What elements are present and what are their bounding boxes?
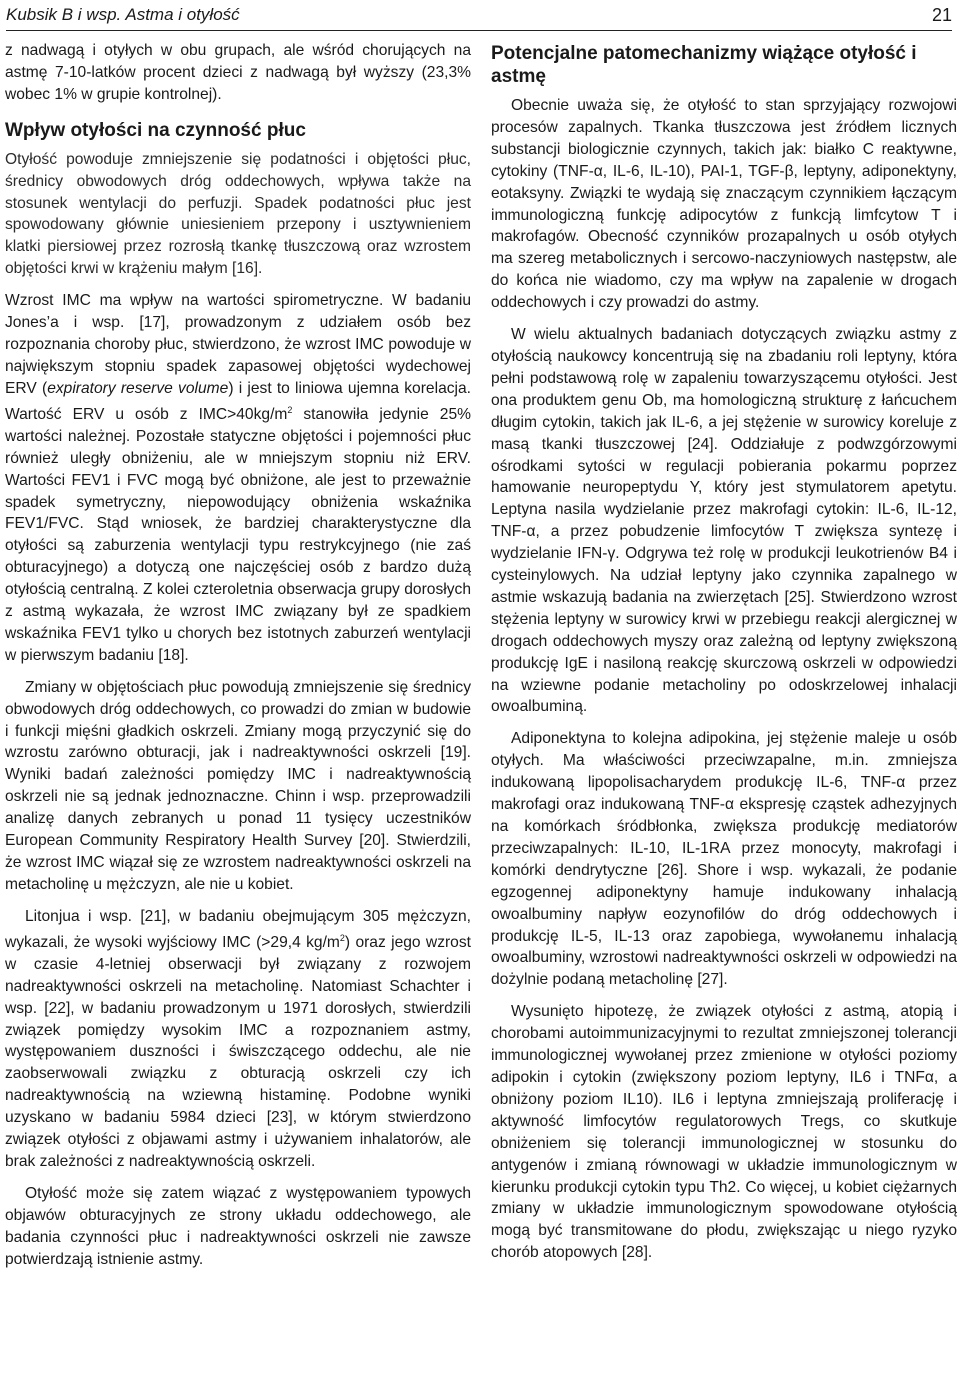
- left-column: [5, 40, 471, 1281]
- right-column: [491, 40, 957, 1274]
- paragraph-lung-5: Otyłość może się zatem wiązać z występowaniem typowych objawów obturacyjnych ze strony układu oddechowego, ale badania czynności płuc i nadreaktywności oskrzeli nie zawsze potwierdzają istnienie astmy.: [5, 1184, 471, 1268]
- paragraph-mech-1: Obecnie uważa się, że otyłość to stan sprzyjający rozwojowi procesów zapalnych. Tkanka tłuszczowa jest źródłem licznych substancji biologicznie czynnych, takich jak: białko C reaktywne, cytokiny (TNF-α, IL-6, IL-10), PAI-1, TGF-β, leptyny, adiponektyny, eotaksyny. Związki te wydają się znaczącym czynnikiem łączącym immunologiczną funkcję adipocytów z funkcją limfcytow T i makrofagów. Obecność czynników prozapalnych u osób otyłych ma szereg metabolicznych i sercowo-naczyniowych następstw, ale do końca nie wiadomo, czy ma wpływ na zapalenie w drogach oddechowych i czy prowadzi do astmy.: [491, 97, 957, 312]
- paragraph-lung-4: Litonjua i wsp. [21], w badaniu obejmującym 305 mężczyzn, wykazali, że wysoki wyjściowy IMC (>29,4 $kg/m^2$) oraz jego wzrost w czasie 4-letniej obserwacji był związany z rozwojem nadreaktywności oskrzeli na metacholinę. Natomiast Schachter i wsp. [22], w badaniu prowadzonym u 1971 dorosłych, stwierdzili związek pomiędzy wysokim IMC a rozpoznaniem astmy, występowaniem duszności i świszczącego oddechu, ale nie zaobserwowali związku z obturacją oskrzeli czy ich nadreaktywnością na wziewną histaminę. Podobne wyniki uzyskano w badaniu 5984 dzieci [23], w którym stwierdzono związek otyłości z objawami astmy i używaniem inhalatorów, ale brak zależności z nadreaktywnością oskrzeli.: [5, 907, 471, 1170]
- paragraph-lung-3: Zmiany w objętościach płuc powodują zmniejszenie się średnicy obwodowych dróg oddechowych, co prowadzi do zmian w budowie i funkcji mięśni gładkich oskrzeli. Zmiany mogą przyczynić się do wzrostu zarówno obturacji, jak i nadreaktywności oskrzeli [19]. Wyniki badań zależności pomiędzy IMC i nadreaktywnością oskrzeli nie są jednak jednoznaczne. Chinn i wsp. przeprowadzili analizę danych zebranych u ponad 11 tysięcy uczestników European Community Respiratory Health Survey [20]. Stwierdzili, że wzrost IMC wiązał się ze wzrostem nadreaktywności oskrzeli na metacholinę u mężczyzn, ale nie u kobiet.: [5, 678, 471, 893]
- running-header: [6, 0, 952, 31]
- paragraph-mech-2: W wielu aktualnych badaniach dotyczących związku astmy z otyłością naukowcy koncentrują się na zbadaniu roli leptyny, która pełni podstawową rolę w zapaleniu towarzyszącemu otyłości. Jest ona produktem genu Ob, ma homologiczną strukturę z łańcuchem długim cytokin, takich jak IL-6, a jej stężenie w surowicy koreluje z masą tkanki tłuszczowej [24]. Oddziałuje z podwzgórzowymi ośrodkami sytości w regulacji pobierania pokarmu poprzez hamowanie neuropeptydu Y, który jest stymulatorem apetytu. Leptyna nasila wydzielanie przez makrofagi cytokin: IL-6, IL-12, TNF-α, a przez pobudzenie limfocytów T zwiększa syntezę i wydzielanie IFN-γ. Odgrywa też rolę w produkcji leukotrienów B4 i cysteinylowych. Na udział leptyny jako czynnika zapalnego w astmie wskazują badania na zwierzętach [25]. Stwierdzono wzrost stężenia leptyny w surowicy krwi w przebiegu reakcji alergicznej w drogach oddechowych myszy oraz zależną od leptyny zwiększoną produkcję IgE i nasiloną reakcję skurczową oskrzeli w odpowiedzi na wziewne podanie metacholiny po odoskrzelowej inhalacji owoalbuminą.: [491, 326, 957, 716]
- paragraph-intro: z nadwagą i otyłych w obu grupach, ale wśród chorujących na astmę 7-10-latków procent dzieci z nadwagą był wyższy (23,3% wobec 1% w grupie kontrolnej).: [5, 42, 471, 103]
- section-heading-mechanisms: Potencjalne patomechanizmy wiążące otyłość i astmę: [491, 43, 917, 87]
- paragraph-mech-3: Adiponektyna to kolejna adipokina, jej stężenie maleje u osób otyłych. Ma właściwości przeciwzapalne, m.in. zmniejsza indukowaną lipopolisacharydem produkcję IL-6, TNF-α przez makrofagi oraz indukowaną TNF-α ekspresję cząstek adhezyjnych na komórkach śródbłonka, zwiększa produkcję mediatorów przeciwzapalnych: IL-10, IL-1RA przez monocyty, makrofagi i komórki dendrytyczne [26]. Shore i wsp. wykazali, że podanie egzogennej adiponektyny hamuje indukowany inhalacją owoalbuminy napływ eozynofilów do dróg oddechowych i produkcję IL-5, IL-13 oraz zapobiega, wywołanemu inhalacją owoalbuminy, wzrostowi nadreaktywności oskrzeli w odpowiedzi na dożylnie podaną metacholinę [27].: [491, 730, 957, 989]
- running-title: Kubsik B i wsp. Astma i otyłość: [6, 5, 240, 24]
- page-number: 21: [931, 4, 952, 25]
- paragraph-mech-4: Wysunięto hipotezę, że związek otyłości z astmą, atopią i chorobami autoimmunizacyjnymi to rezultat zmniejszonej tolerancji immunologicznej wywołanej przez zmienione w otyłości poziomy adipokin i cytokin (zwiększony poziom leptyny, IL6 i TNFα, a obniżony poziom IL10). IL6 i leptyna zmniejszają proliferację i aktywność limfocytów regulatorowych Tregs, co skutkuje obniżeniem się tolerancji immunologicznej w stosunku do antygenów i zmianą równowagi w układzie immunologicznym w kierunku produkcji cytokin typu Th2. Co więcej, u kobiet ciężarnych zmiany w układzie immunologicznym spowodowane otyłością mogą być transmitowane do płodu, zwiększając u niego ryzyko chorób atopowych [28].: [491, 1003, 957, 1262]
- paragraph-lung-1: Otyłość powoduje zmniejszenie się podatności i objętości płuc, średnicy obwodowych dróg oddechowych, wpływa także na stosunek wentylacji do perfuzji. Spadek podatności płuc jest spowodowany głównie uniesieniem przepony i usztywnieniem klatki piersiowej przez rozrosłą tkankę tłuszczową oraz wzrostem objętości krwi w krążeniu małym [16].: [5, 150, 471, 278]
- paragraph-lung-2: Wzrost IMC ma wpływ na wartości spirometryczne. W badaniu Jones’a i wsp. [17], prowadzonym z udziałem osób bez rozpoznania choroby płuc, stwierdzono, że wzrost IMC powoduje w największym stopniu spadek zapasowej objętości wydechowej ERV (expiratory reserve volume) i jest to liniowa ujemna korelacja. Wartość ERV u osób z $IMC>40kg/m^2$ stanowiła jedynie 25% wartości należnej. Pozostałe statyczne objętości i pojemności płuc również uległy obniżeniu, ale w mniejszym stopniu niż ERV. Wartości FEV1 i FVC mogą być obniżone, ale jest to przeważnie spadek symetryczny, niepowodujący obniżenia wskaźnika FEV1/FVC. Stąd wniosek, że bardziej charakterystyczne dla otyłości są zaburzenia wentylacji typu restrykcyjnego (nie zaś obturacyjnego) a dotyczą one najczęściej osób z bardzo dużą otyłością centralną. Z kolei czteroletnia obserwacja grupy dorosłych z astmą wykazała, że wzrost IMC związany był ze spadkiem wskaźnika FEV1 tylko u chorych bez istotnych zaburzeń wentylacji w pierwszym badaniu [18].: [5, 292, 472, 664]
- section-heading-lung-function: Wpływ otyłości na czynność płuc: [5, 119, 306, 141]
